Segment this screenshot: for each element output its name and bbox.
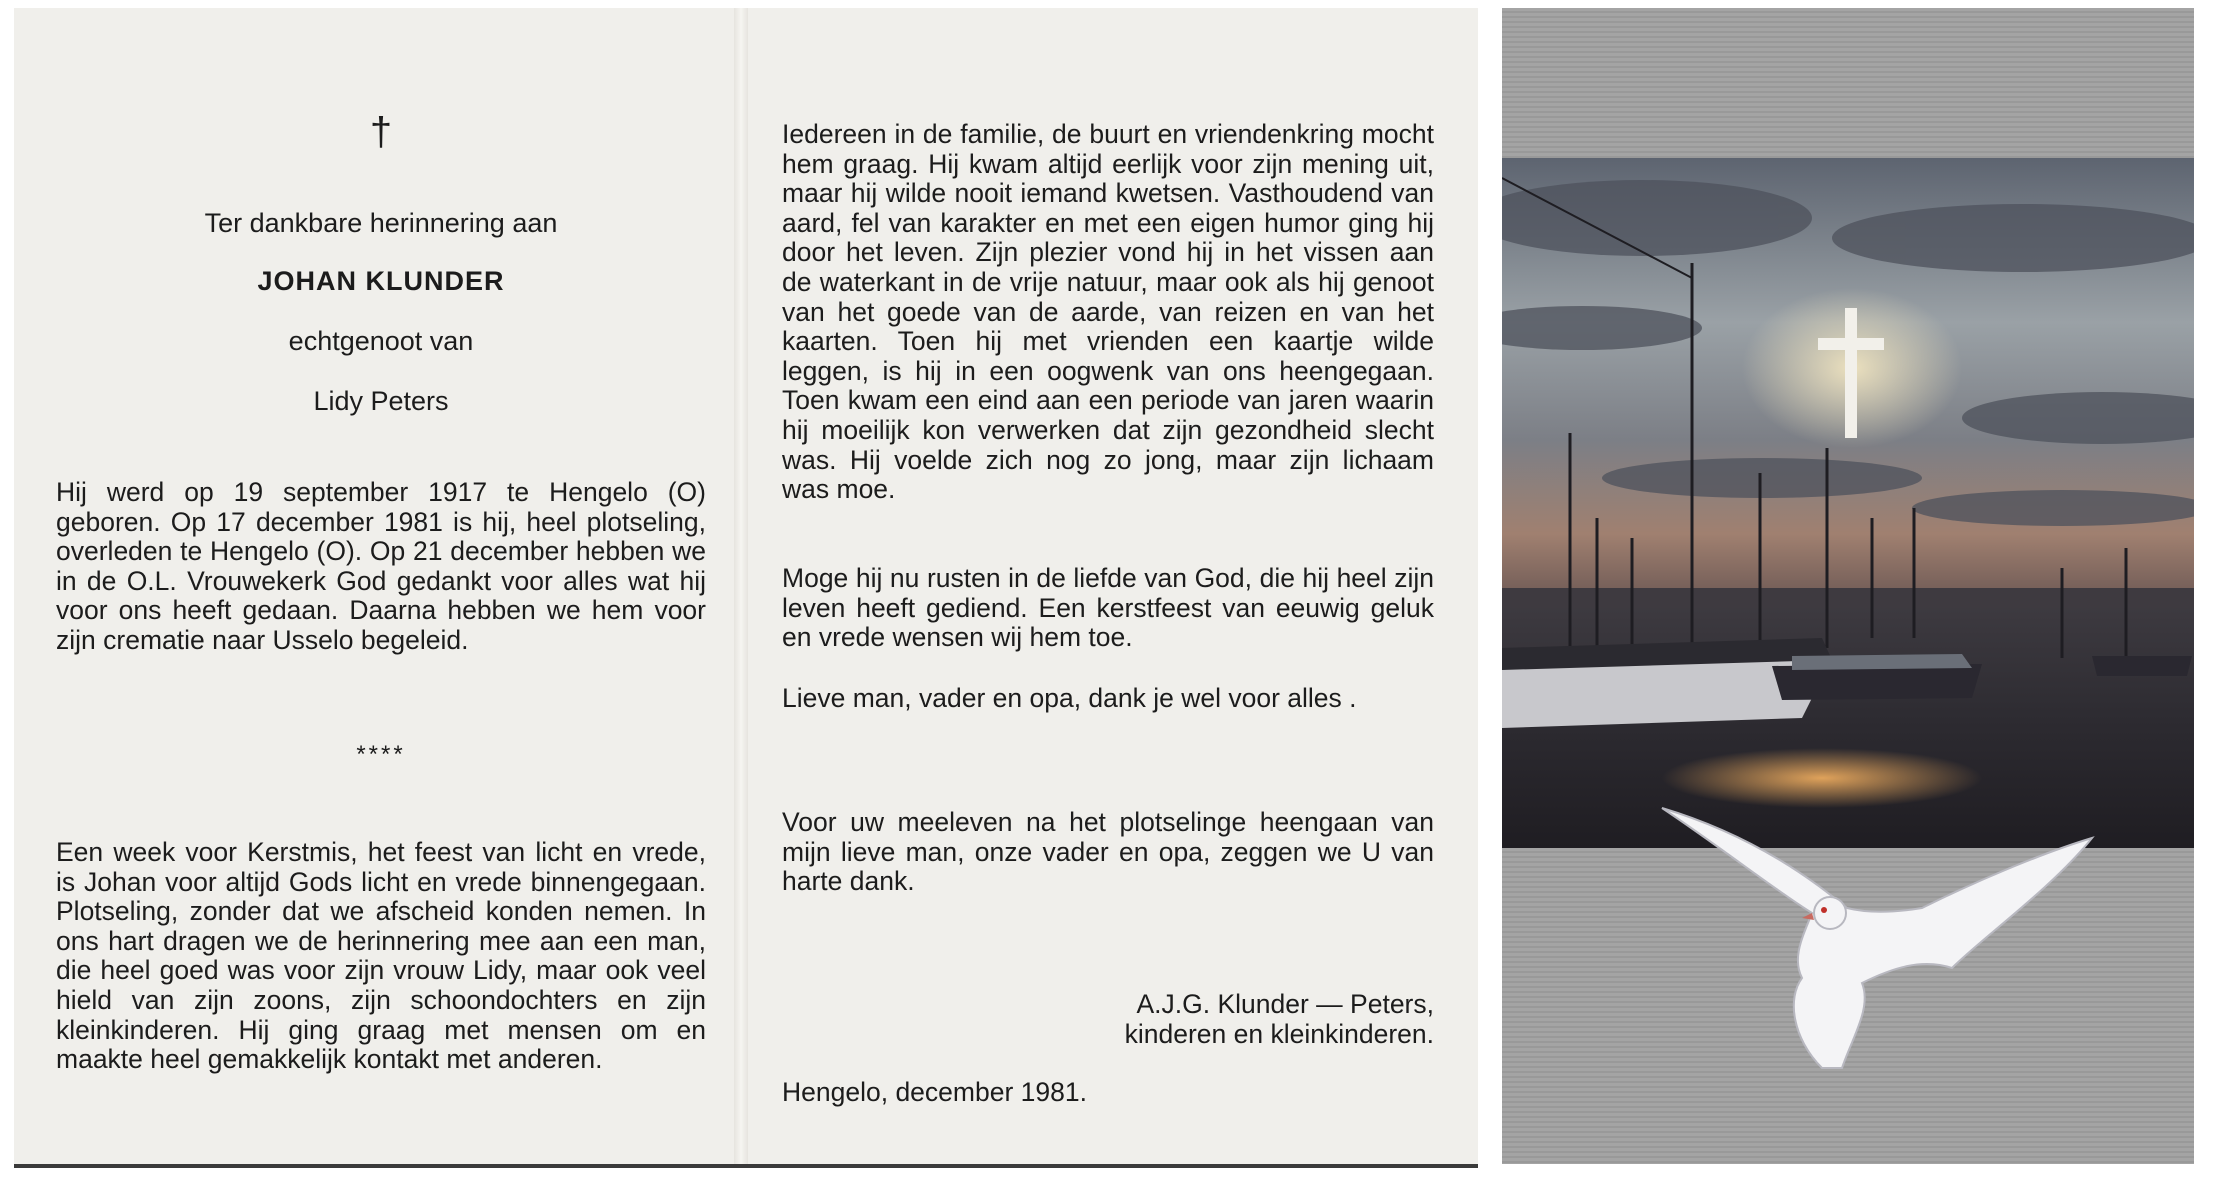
thanks-paragraph: Voor uw meeleven na het plotselinge heengaan van mijn lieve man, onze vader en opa, zeggen we U van harte dank. [782, 807, 1434, 897]
biography-paragraph: Hij werd op 19 september 1917 te Hengelo (O) geboren. Op 17 december 1981 is hij, heel plotseling, overleden te Hengelo (O). Op 21 december hebben we in de O.L. Vrouwekerk God gedankt voor alles wat hij voor ons heeft gedaan. Daarna hebben we hem voor zijn crematie naar Usselo begeleid. [56, 477, 706, 655]
card-fold [734, 8, 748, 1164]
spouse-label: echtgenoot van [288, 326, 474, 356]
cross-symbol: † [369, 110, 393, 154]
water-reflection [1662, 748, 1982, 808]
middle-panel [782, 8, 1434, 1164]
character-paragraph: Iedereen in de familie, de buurt en vriendenkring mocht hem graag. Hij kwam altijd eerlijk voor zijn mening uit, maar hij wilde nooit iemand kwetsen. Vasthoudend van aard, fel van karakter en met een eigen humor ging hij door het leven. Zijn plezier vond hij in het vissen aan de waterkant in de vrije natuur, maar ook als hij genoot van het goede van de aarde, van reizen en van het kaarten. Toen hij met vrienden een kaartje wilde leggen, is hij in een oogwenk van ons heengegaan. Toen kwam een eind aan een periode van jaren waarin hij moeilijk kon verwerken dat zijn gezondheid slecht was. Hij voelde zich nog zo jong, maar zijn lichaam was moe. [782, 119, 1434, 505]
harbor-photo [1502, 8, 2194, 1164]
deceased-name: JOHAN KLUNDER [257, 266, 505, 296]
place-date: Hengelo, december 1981. [782, 1077, 1087, 1107]
water [1502, 608, 2194, 848]
farewell-paragraph: Lieve man, vader en opa, dank je wel voor alles . [782, 683, 1357, 713]
prayer-paragraph: Moge hij nu rusten in de liefde van God, die hij heel zijn leven heeft gediend. Een kerstfeest van eeuwig geluk en vrede wensen wij hem toe. [782, 563, 1434, 653]
left-panel [56, 8, 706, 1164]
memorial-card-text [14, 8, 1478, 1168]
signature-name: A.J.G. Klunder — Peters, [1136, 989, 1434, 1019]
photo-card [1502, 8, 2194, 1164]
separator: **** [356, 741, 406, 768]
spouse-name: Lidy Peters [313, 386, 449, 416]
intro-text: Ter dankbare herinnering aan [204, 208, 558, 238]
remembrance-paragraph: Een week voor Kerstmis, het feest van licht en vrede, is Johan voor altijd Gods licht en vrede binnengegaan. Plotseling, zonder dat we afscheid konden nemen. In ons hart dragen we de herinnering mee aan een man, die heel goed was voor zijn vrouw Lidy, maar ook veel hield van zijn zoons, zijn schoondochters en zijn kleinkinderen. Hij ging graag met mensen om en maakte heel gemakkelijk kontakt met anderen. [56, 837, 706, 1075]
signature-family: kinderen en kleinkinderen. [1124, 1019, 1434, 1049]
